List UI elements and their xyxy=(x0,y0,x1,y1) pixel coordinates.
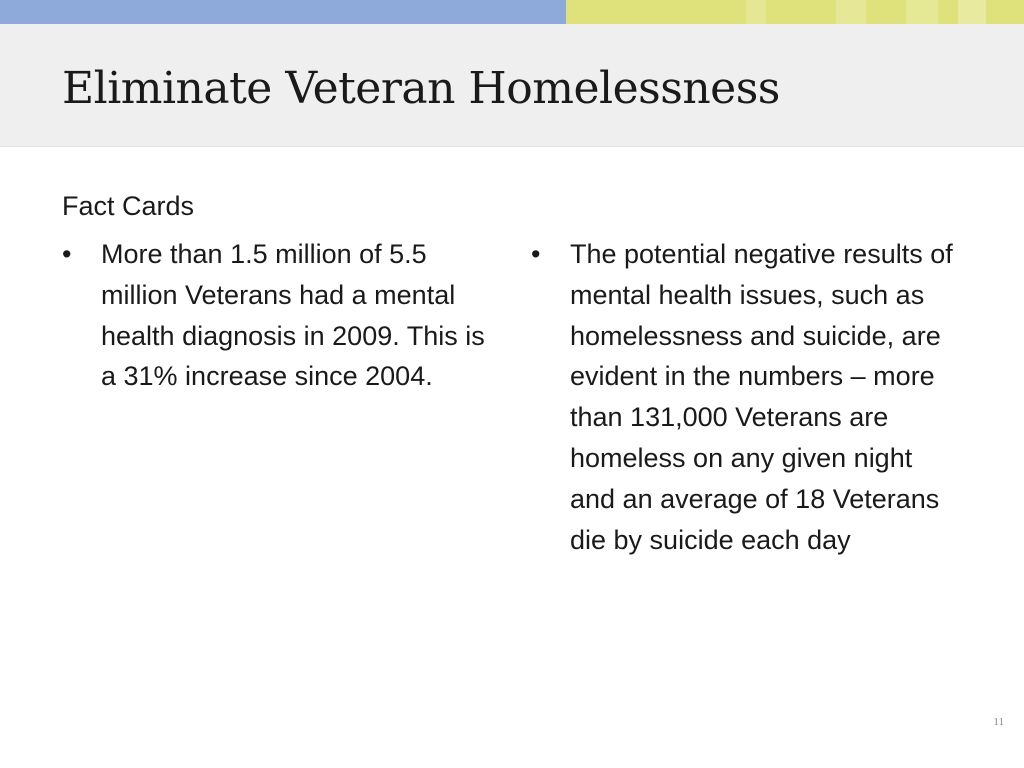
bullet-icon: • xyxy=(531,239,541,269)
title-bar xyxy=(0,24,1024,147)
bullet-icon: • xyxy=(62,239,72,269)
bullet-text: The potential negative results of mental health issues, such as homelessness and suicide, are evident in the numbers – more than 131,000 Veterans are homeless on any given night and an average of 18 Veterans die by suicide each day xyxy=(570,239,953,555)
list-item xyxy=(62,234,502,397)
slide-title: Eliminate Veteran Homelessness xyxy=(62,63,780,114)
page-number: 11 xyxy=(993,716,1004,728)
band-lime-segment xyxy=(566,0,1024,24)
list-item xyxy=(531,234,971,560)
top-decorative-band xyxy=(0,0,1024,24)
right-column xyxy=(531,234,971,560)
bullet-text: More than 1.5 million of 5.5 million Veterans had a mental health diagnosis in 2009. This is a 31% increase since 2004. xyxy=(101,239,485,392)
subheading: Fact Cards xyxy=(62,191,195,221)
left-column xyxy=(62,234,502,397)
band-blue-segment xyxy=(0,0,566,24)
